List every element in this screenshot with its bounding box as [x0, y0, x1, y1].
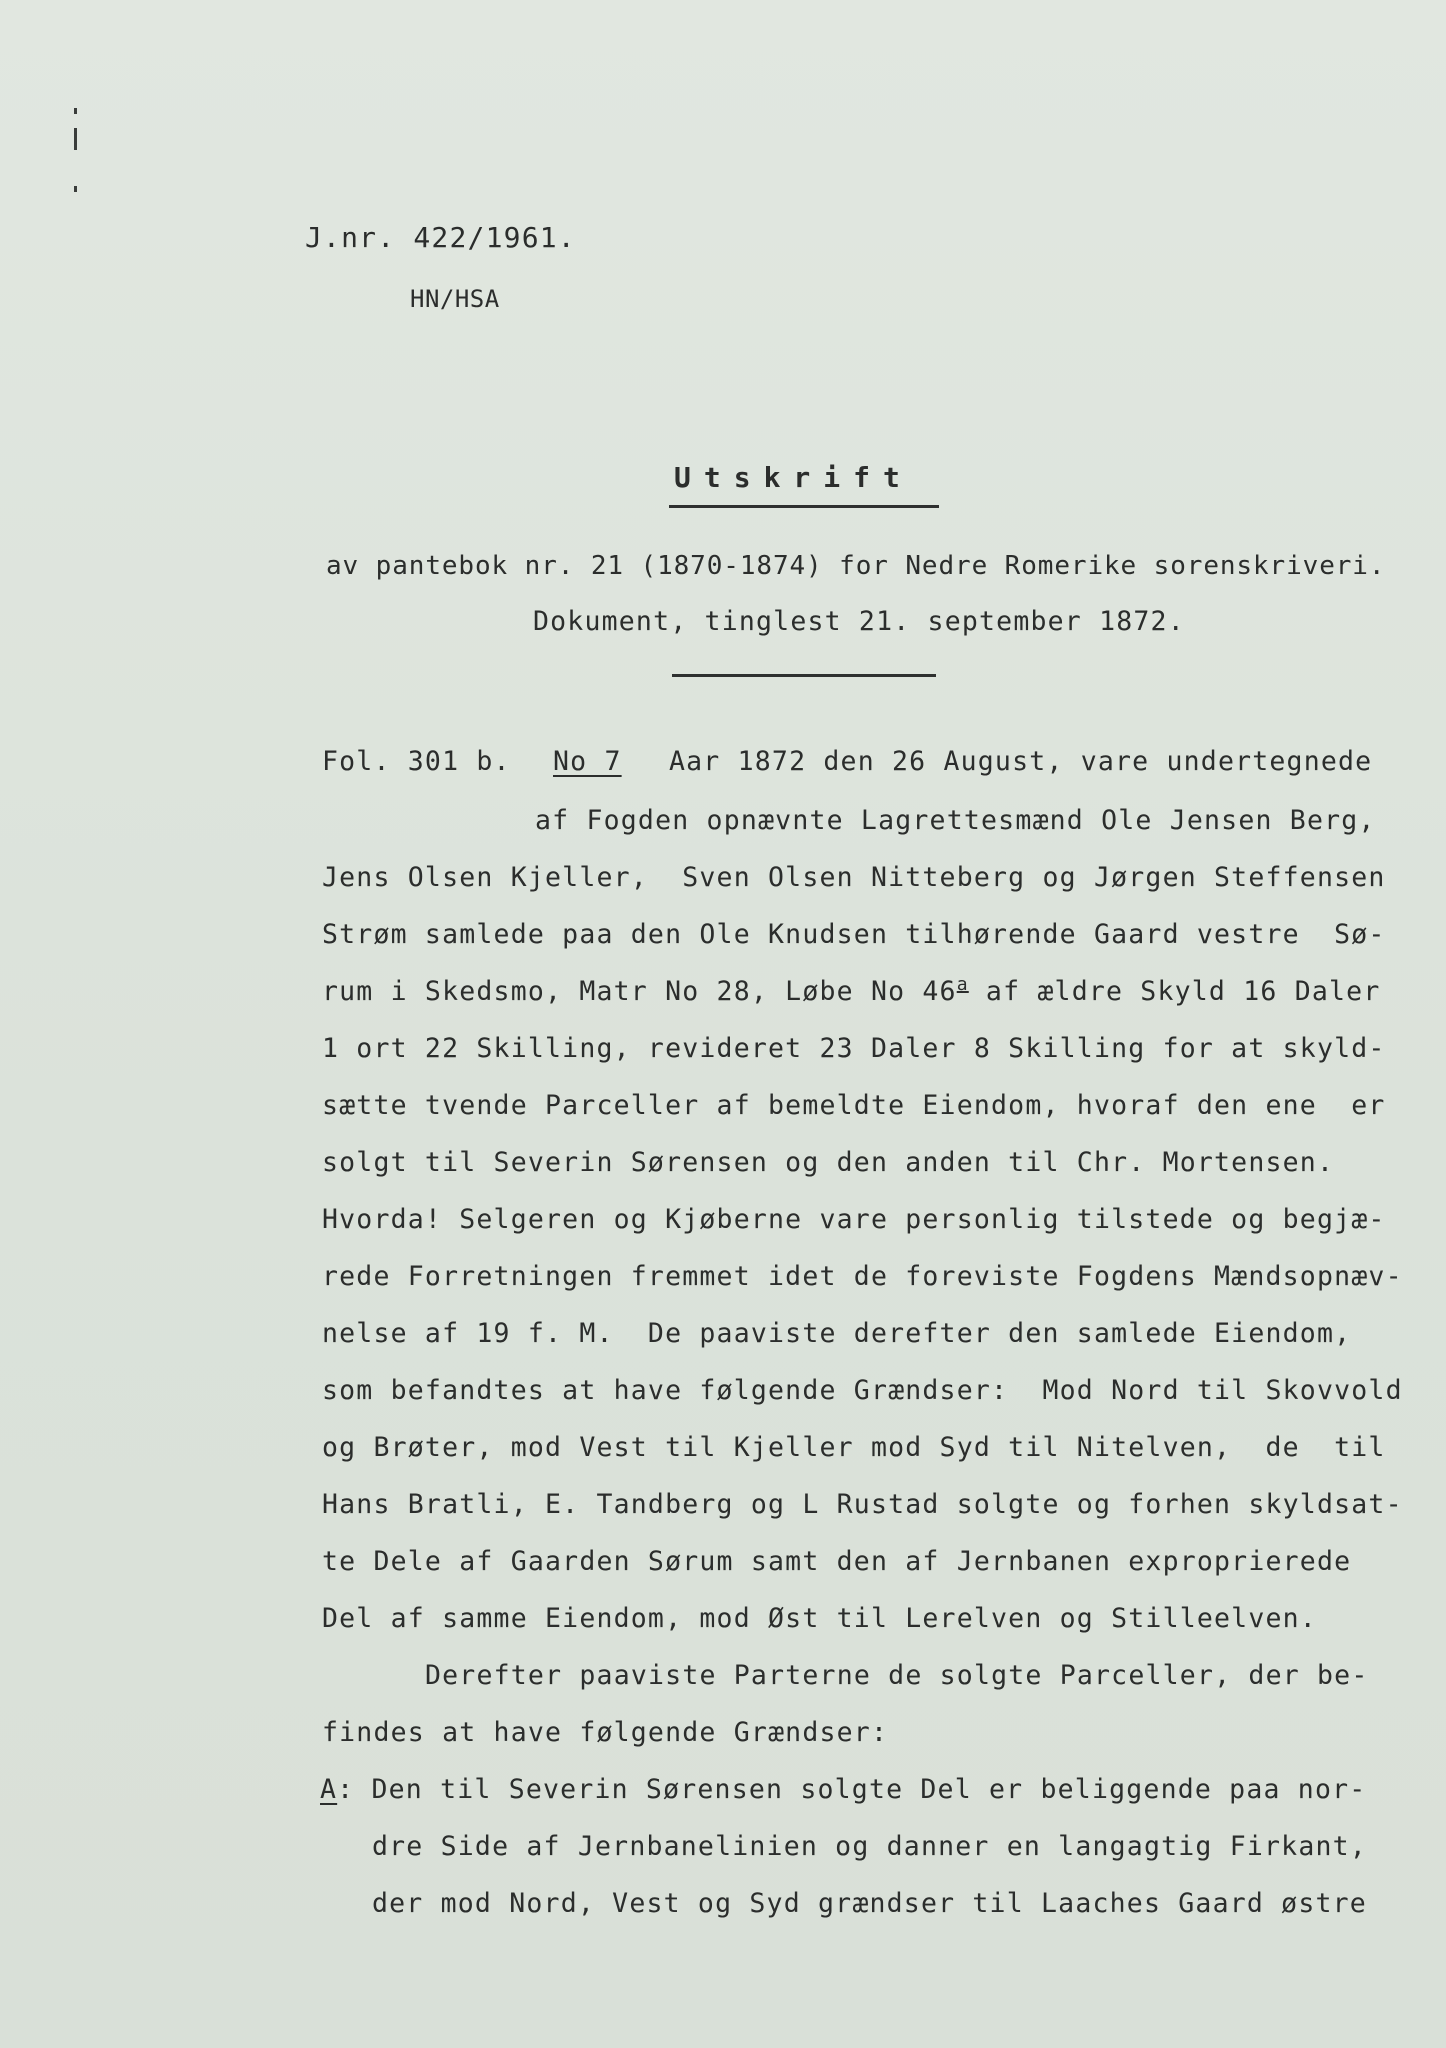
- document-title: Utskrift: [674, 461, 913, 494]
- body-line-3: Jens Olsen Kjeller, Sven Olsen Nitteberg og Jørgen Steffensen: [322, 862, 1386, 893]
- margin-mark-top: [74, 108, 77, 114]
- body-line-5-end: af ældre Skyld 16 Daler: [968, 976, 1381, 1007]
- body-line-1: Aar 1872 den 26 August, vare undertegnede: [669, 746, 1373, 777]
- body-line-5: [322, 976, 1380, 1011]
- body-line-4: Strøm samlede paa den Ole Knudsen tilhørende Gaard vestre Sø-: [322, 919, 1386, 950]
- body-line-13: og Brøter, mod Vest til Kjeller mod Syd til Nitelven, de til: [322, 1432, 1386, 1463]
- body-line-12: som befandtes at have følgende Grændser: Mod Nord til Skovvold: [322, 1375, 1403, 1406]
- body-line-20: dre Side af Jernbanelinien og danner en langagtig Firkant,: [372, 1831, 1367, 1862]
- body-line-9: Hvorda! Selgeren og Kjøberne vare personlig tilstede og begjæ-: [322, 1204, 1386, 1235]
- body-line-7: sætte tvende Parceller af bemeldte Eiendom, hvoraf den ene er: [322, 1090, 1386, 1121]
- margin-mark-bottom: [74, 186, 77, 192]
- body-line-2: af Fogden opnævnte Lagrettesmænd Ole Jensen Berg,: [535, 805, 1376, 836]
- margin-mark-middle: [74, 128, 77, 150]
- document-initials: HN/HSA: [410, 285, 500, 313]
- body-line-5-start: rum i Skedsmo, Matr No 28, Løbe No 46: [322, 976, 957, 1007]
- body-line-18: findes at have følgende Grændser:: [322, 1717, 889, 1748]
- body-line-17: Derefter paaviste Parterne de solgte Parceller, der be-: [425, 1660, 1369, 1691]
- body-line-6: 1 ort 22 Skilling, revideret 23 Daler 8 Skilling for at skyld-: [322, 1033, 1386, 1064]
- body-line-19-text: : Den til Severin Sørensen solgte Del er beliggende paa nor-: [337, 1774, 1367, 1805]
- lot-number-superscript: a: [956, 974, 969, 995]
- body-line-21: der mod Nord, Vest og Syd grændser til Laaches Gaard østre: [372, 1888, 1367, 1919]
- entry-number: No 7: [553, 746, 622, 777]
- subtitle-line-2: Dokument, tinglest 21. september 1872.: [533, 606, 1185, 637]
- body-line-11: nelse af 19 f. M. De paaviste derefter den samlede Eiendom,: [322, 1318, 1352, 1349]
- separator-rule: [672, 674, 936, 677]
- folio-reference: Fol. 301 b.: [322, 746, 511, 777]
- body-line-16: Del af samme Eiendom, mod Øst til Lerelven og Stilleelven.: [322, 1603, 1317, 1634]
- subtitle-line-1: av pantebok nr. 21 (1870-1874) for Nedre Romerike sorenskriveri.: [326, 551, 1386, 581]
- body-line-8: solgt til Severin Sørensen og den anden til Chr. Mortensen.: [322, 1147, 1335, 1178]
- body-line-15: te Dele af Gaarden Sørum samt den af Jernbanen exproprierede: [322, 1546, 1352, 1577]
- journal-number: J.nr. 422/1961.: [305, 221, 576, 254]
- title-underline: [669, 505, 939, 508]
- body-line-10: rede Forretningen fremmet idet de foreviste Fogdens Mændsopnæv-: [322, 1261, 1403, 1292]
- section-label-a: A: [320, 1774, 338, 1805]
- body-line-19: [320, 1774, 1366, 1806]
- body-line-14: Hans Bratli, E. Tandberg og L Rustad solgte og forhen skyldsat-: [322, 1489, 1403, 1520]
